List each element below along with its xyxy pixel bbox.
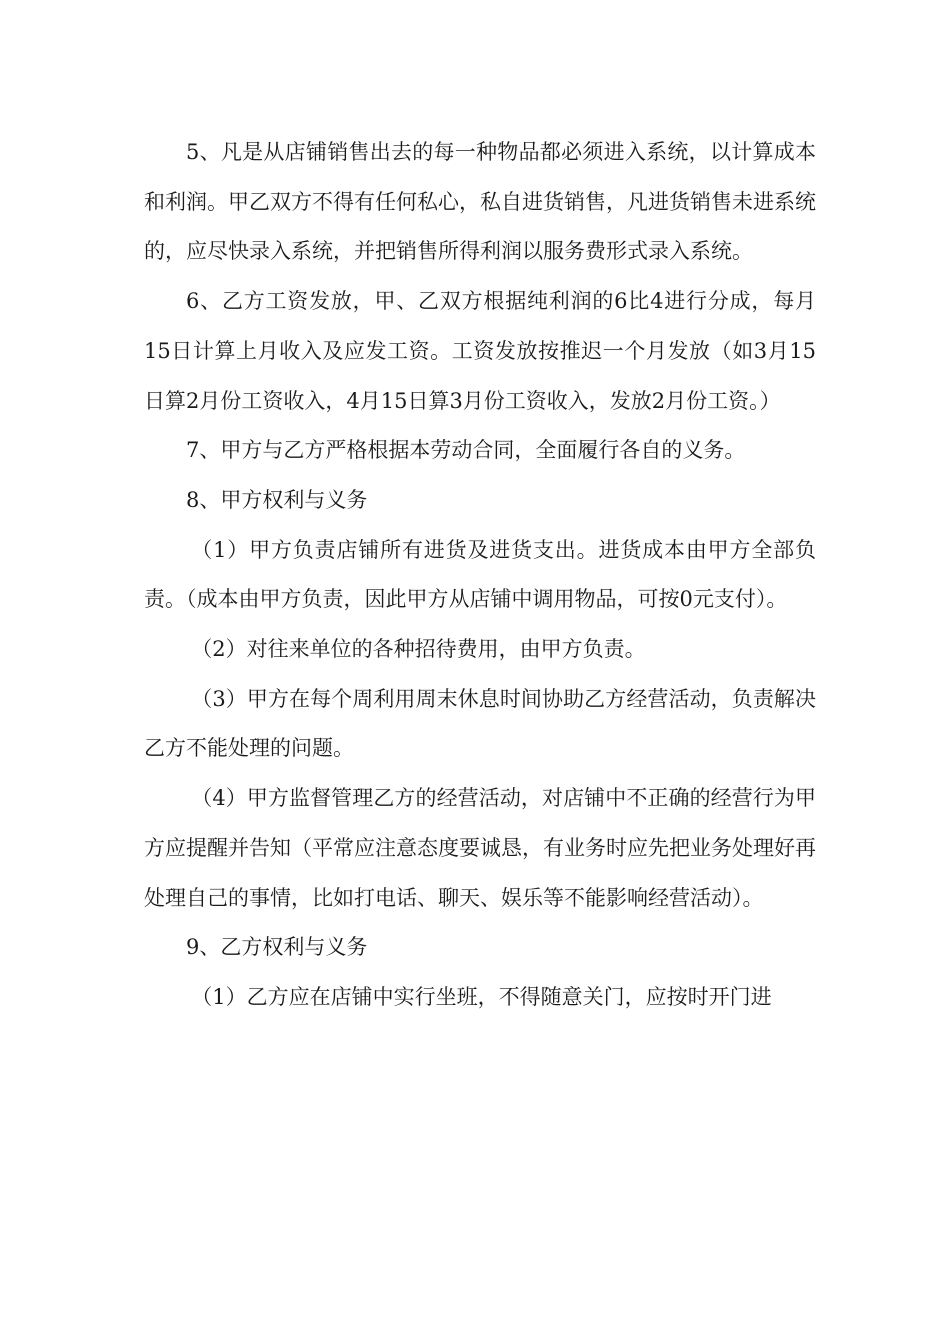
clause-8-item-2: （2）对往来单位的各种招待费用，由甲方负责。 [191, 637, 646, 662]
clause-5-paragraph: 5、凡是从店铺销售出去的每一种物品都必须进入系统，以计算成本和利润。甲乙双方不得有任何私心，私自进货销售，凡进货销售未进系统的，应尽快录入系统，并把销售所得利润以服务费形式录入系统。 [144, 140, 816, 264]
clause-7-paragraph: 7、甲方与乙方严格根据本劳动合同，全面履行各自的义务。 [186, 438, 746, 463]
clause-9-item-1: （1）乙方应在店铺中实行坐班，不得随意关门，应按时开门进 [191, 984, 772, 1009]
document-body [144, 128, 816, 1023]
clause-9-heading: 9、乙方权利与义务 [186, 935, 368, 960]
clause-6-paragraph: 6、乙方工资发放，甲、乙双方根据纯利润的6比4进行分成，每月15日计算上月收入及应发工资。工资发放按推迟一个月发放（如3月15日算2月份工资收入，4月15日算3月份工资收入，发放2月份工资。） [144, 289, 816, 413]
clause-8-item-4: （4）甲方监督管理乙方的经营活动，对店铺中不正确的经营行为甲方应提醒并告知（平常应注意态度要诚恳，有业务时应先把业务处理好再处理自己的事情，比如打电话、聊天、娱乐等不能影响经营活动）。 [144, 786, 816, 910]
clause-8-item-1: （1）甲方负责店铺所有进货及进货支出。进货成本由甲方全部负责。（成本由甲方负责，因此甲方从店铺中调用物品，可按0元支付）。 [144, 537, 816, 612]
clause-8-item-3: （3）甲方在每个周利用周末休息时间协助乙方经营活动，负责解决乙方不能处理的问题。 [144, 686, 816, 761]
clause-8-heading: 8、甲方权利与义务 [186, 487, 368, 512]
